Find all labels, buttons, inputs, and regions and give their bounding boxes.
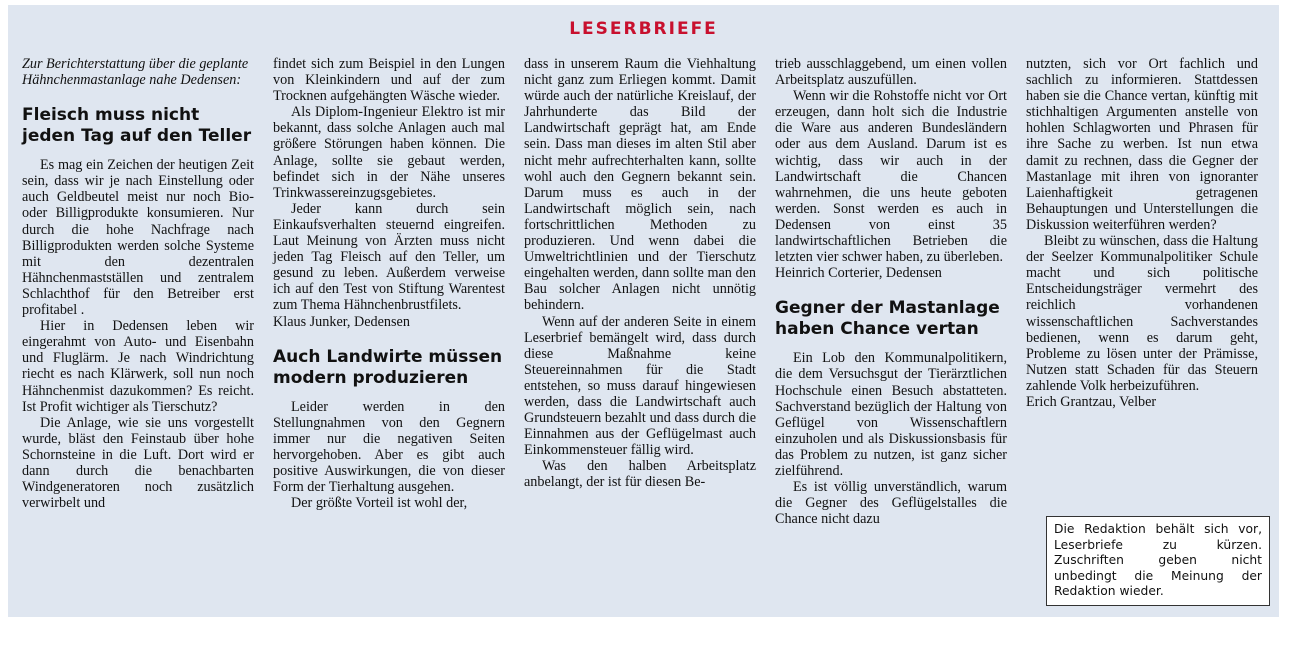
headline-3: Gegner der Mastanlage haben Chance vertan — [775, 298, 1000, 340]
column-1 — [22, 56, 254, 511]
paragraph: findet sich zum Beispiel in den Lungen von Kleinkindern und auf der zum Trocknen aufgehängten Wäsche wieder. — [273, 56, 505, 105]
headline-1: Fleisch muss nicht jeden Tag auf den Teller — [22, 105, 252, 147]
column-3 — [524, 56, 756, 491]
signature: Heinrich Corterier, Dedensen — [775, 265, 942, 282]
paragraph: Bleibt zu wünschen, dass die Haltung der Seelzer Kommunalpolitiker Schule macht und sich politische Entscheidungsträger vermehrt des reichlich vorhandenen wissenschaftlichen Sachverstandes bedienen, wenn es darum geht, Probleme zu lösen unter der Prämisse, Nutzen statt Schaden für das Steuern zahlende Volk herbeizuführen. — [1026, 233, 1258, 394]
paragraph: Es ist völlig unverständlich, warum die Gegner des Geflügelstalles die Chance nicht dazu — [775, 479, 1007, 528]
paragraph: Wenn wir die Rohstoffe nicht vor Ort erzeugen, dann holt sich die Industrie die Ware aus anderen Bundesländern oder aus dem Ausland. Darum ist es wichtig, dass wir auch in der Landwirtschaft die Chancen wahrnehmen, die uns heute geboten werden. Sonst werden es auch in Dedensen von einst 35 landwirtschaftlichen Betrieben die letzten vier schwer haben, zu überleben. — [775, 88, 1007, 266]
column-4 — [775, 56, 1007, 527]
paragraph: Hier in Dedensen leben wir eingerahmt von Auto- und Eisenbahn und Fluglärm. Je nach Windrichtung riecht es nach Klärwerk, soll nun noch Hähnchenmist dazukommen? Es reicht. Ist Profit wichtiger als Tierschutz? — [22, 318, 254, 415]
section-title: LESERBRIEFE — [569, 19, 718, 39]
paragraph: Jeder kann durch sein Einkaufsverhalten steuernd eingreifen. Laut Meinung von Ärzten muss nicht jeden Tag Fleisch auf den Teller, um gesund zu leben. Außerdem verweise ich auf den Test von Stiftung Warentest zum Thema Hähnchenbrustfilets. — [273, 200, 505, 314]
letters-panel — [8, 5, 1279, 617]
paragraph: nutzten, sich vor Ort fachlich und sachlich zu informieren. Stattdessen haben sie die Chance vertan, künftig mit stichhaltigen Argumenten anstelle von hohlen Schlagworten und Phrasen für ihre Sache zu werben. Ist nun etwa damit zu rechnen, dass die Gegner der Mastanlage mit ihren von ignoranter Laienhaftigkeit getragenen Behauptungen und Unterstellungen die Diskussion weiterführen werden? — [1026, 56, 1258, 233]
column-5 — [1026, 56, 1258, 410]
paragraph: Ein Lob den Kommunalpolitikern, die dem Versuchsgut der Tierärztlichen Hochschule einen Besuch abstatteten. Sachverstand bezüglich der Haltung von Geflügel von Wissenschaftlern einzuholen und als Diskussionsbasis für das Problem zu nutzen, ist ganz sicher zielführend. — [775, 350, 1007, 479]
editorial-notice: Die Redaktion behält sich vor, Leserbriefe zu kürzen. Zuschriften geben nicht unbedingt die Meinung der Redaktion wieder. — [1046, 516, 1270, 606]
paragraph: Was den halben Arbeitsplatz anbelangt, der ist für diesen Be- — [524, 458, 756, 491]
paragraph: trieb ausschlaggebend, um einen vollen Arbeitsplatz auszufüllen. — [775, 56, 1007, 89]
paragraph: Die Anlage, wie sie uns vorgestellt wurde, bläst den Feinstaub über hohe Schornsteine in die Luft. Dort wird er dann durch die benachbarten Windgeneratoren noch zusätzlich verwirbelt und — [22, 414, 254, 512]
signature: Erich Grantzau, Velber — [1026, 393, 1157, 410]
paragraph: Als Diplom-Ingenieur Elektro ist mir bekannt, dass solche Anlagen auch mal größere Störungen haben können. Die Anlage, sollte sie gebaut werden, befindet sich in der Nähe unseres Trinkwassereinzugsgebietes. — [273, 104, 505, 201]
paragraph: dass in unserem Raum die Viehhaltung nicht ganz zum Erliegen kommt. Damit würde auch der natürliche Kreislauf, der Jahrhunderte das Bild der Landwirtschaft geprägt hat, am Ende sein. Dass man dieses im alten Stil aber nicht mehr aufrechterhalten kann, sollte wohl auch den Gegnern bekannt sein. Darum muss es auch in der Landwirtschaft möglich sein, nach fortschrittlichen Methoden zu produzieren. Und wenn dabei die Umweltrichtlinien und der Tierschutz eingehalten werden, dann sollte man den Bau solcher Anlagen nicht unnötig behindern. — [524, 56, 756, 314]
column-2 — [273, 56, 505, 511]
paragraph: Der größte Vorteil ist wohl der, — [291, 495, 468, 512]
paragraph: Wenn auf der anderen Seite in einem Leserbrief bemängelt wird, dass durch diese Maßnahme keine Steuereinnahmen für die Stadt entstehen, so muss darauf hingewiesen werden, dass die Landwirtschaft auch Grundsteuern bezahlt und dass durch die Einnahmen aus der Geflügelmast auch Einkommensteuer fällig wird. — [524, 313, 756, 459]
signature: Klaus Junker, Dedensen — [273, 313, 410, 330]
paragraph: Es mag ein Zeichen der heutigen Zeit sein, dass wir je nach Einstellung oder auch Geldbeutel meist nur noch Bio- oder Billigprodukte konsumieren. Nur durch die hohe Nachfrage nach Billigprodukten werden solche Systeme mit den dezentralen Hähnchenmastställen und zentralem Schlachthof für den Betreiber erst profitabel . — [22, 157, 254, 319]
headline-2: Auch Landwirte müssen modern produzieren — [273, 346, 503, 388]
intro-text: Zur Berichterstattung über die geplante Hähnchenmastanlage nahe Dedensen: — [22, 56, 249, 89]
paragraph: Leider werden in den Stellungnahmen von den Gegnern immer nur die negativen Seiten hervorgehoben. Aber es gibt auch positive Auswirkungen, die von dieser Form der Tierhaltung ausgehen. — [273, 398, 505, 496]
